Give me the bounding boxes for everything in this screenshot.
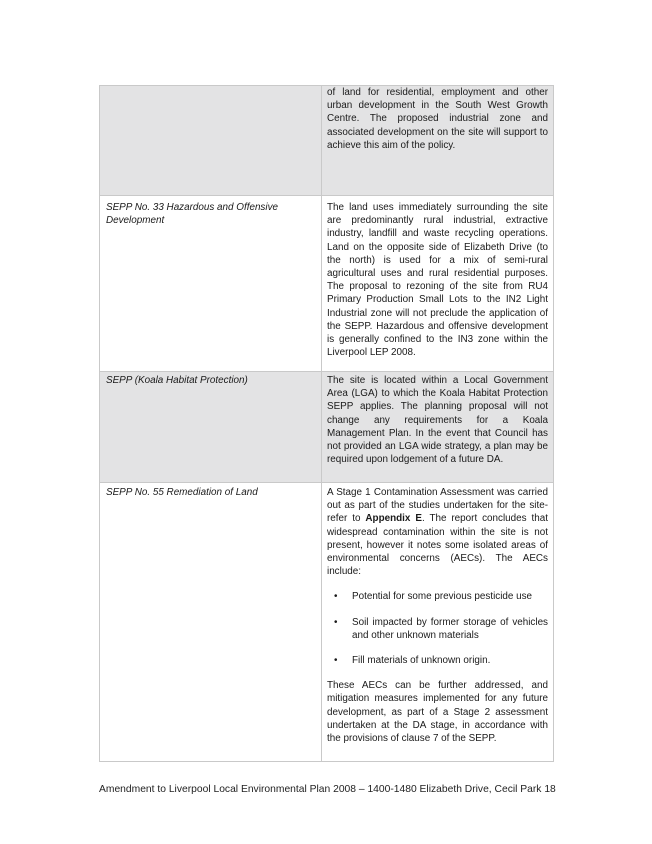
- policy-name-cell: [100, 196, 322, 372]
- aec-list: [327, 590, 548, 667]
- bullet-icon: •: [334, 655, 338, 667]
- description-cell: [322, 196, 554, 372]
- description-text: of land for residential, employment and other urban development in the South West Growth Centre. The proposed industrial zone and associated development on the site will support to achieve this aim of the policy.: [327, 87, 548, 151]
- policy-name: SEPP (Koala Habitat Protection): [106, 375, 248, 386]
- policy-name: SEPP No. 33 Hazardous and Offensive Development: [106, 202, 278, 227]
- policy-name-cell: [100, 372, 322, 483]
- policy-name-cell: [100, 483, 322, 762]
- table-row: [100, 372, 554, 483]
- table-row: [100, 483, 554, 762]
- table-row: [100, 196, 554, 372]
- list-item: • Soil impacted by former storage of vehicles and other unknown materials: [334, 616, 548, 641]
- policy-name-cell: [100, 86, 322, 196]
- description-cell: [322, 483, 554, 762]
- table-row: [100, 86, 554, 196]
- list-item: • Fill materials of unknown origin.: [334, 655, 491, 667]
- description-closing: These AECs can be further addressed, and mitigation measures implemented for any future development, as part of a Stage 2 assessment undertaken at the DA stage, in accordance with the provisions of clause 7 of the SEPP.: [327, 680, 548, 745]
- policy-name: SEPP No. 55 Remediation of Land: [106, 487, 258, 498]
- description-text: The land uses immediately surrounding the site are predominantly rural industrial, extractive industry, landfill and waste recycling operations. Land on the opposite side of Elizabeth Drive (to the north) is used for a mix of semi-rural agricultural uses and rural residential purposes. The proposal to rezoning of the site from RU4 Primary Production Small Lots to the IN2 Light Industrial zone will not preclude the application of the SEPP. Hazardous and offensive development is generally confined to the IN3 zone within the Liverpool LEP 2008.: [327, 202, 548, 359]
- description-text: The site is located within a Local Government Area (LGA) to which the Koala Habitat Protection SEPP applies. The planning proposal will not change any requirements for a Koala Management Plan. In the event that Council has not provided an LGA wide strategy, a plan may be required upon lodgement of a future DA.: [327, 375, 548, 466]
- appendix-reference: Appendix E: [365, 513, 422, 525]
- description-cell: [322, 86, 554, 196]
- bullet-icon: •: [334, 616, 338, 628]
- page-footer: [99, 784, 556, 795]
- policy-table: [99, 85, 554, 762]
- list-item: • Potential for some previous pesticide use: [334, 591, 533, 603]
- page-number: 18: [544, 784, 556, 795]
- description-cell: [322, 372, 554, 483]
- footer-title: Amendment to Liverpool Local Environmental Plan 2008 – 1400-1480 Elizabeth Drive, Cecil Park: [99, 784, 542, 795]
- bullet-icon: •: [334, 591, 338, 603]
- description-intro: A Stage 1 Contamination Assessment was carried out as part of the studies undertaken for the site- refer to Appendix E. The report concludes that widespread contamination within the site is not present, however it notes some isolated areas of environmental concerns (AECs). The AECs include:: [327, 487, 548, 578]
